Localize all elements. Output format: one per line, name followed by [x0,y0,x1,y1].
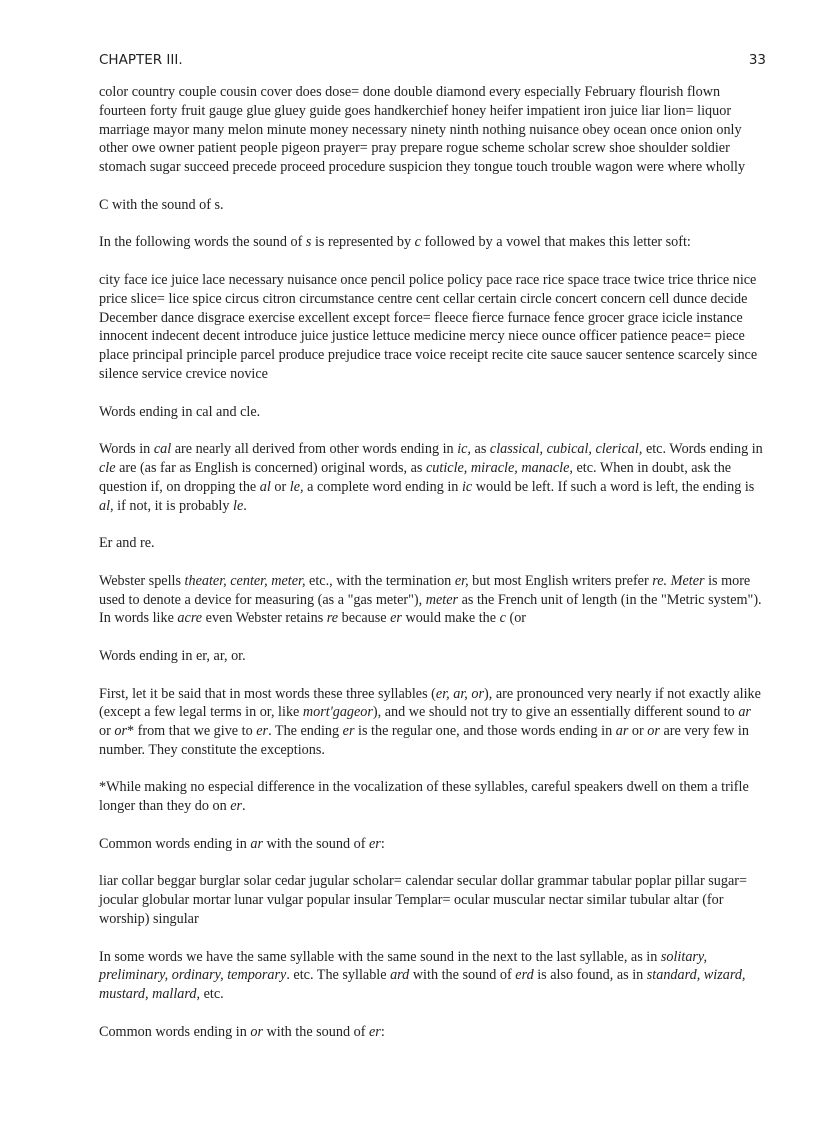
footnote: *While making no especial difference in the vocalization of these syllables, careful speakers dwell on them a trifle longer than they do on er. [99,779,749,815]
section-heading-or-words: Common words ending in or with the sound of er: [99,1023,385,1040]
section-heading-er-re: Er and re. [99,535,155,552]
ar-word-list: liar collar beggar burglar solar cedar jugular scholar= calendar secular dollar grammar tabular poplar pillar sugar= jocular globular mortar lunar vulgar popular insular Templar= ocular muscular nectar similar tubular altar (for worship) singular [99,873,747,928]
er-re-paragraph: Webster spells theater, center, meter, etc., with the termination er, but most English writers prefer re. Meter is more used to denote a device for measuring (as a "gas meter"), meter as the French unit of length (in the "Metric system"). In words like acre even Webster retains re because er would make the c (or [99,572,762,627]
page-number: 33 [748,52,766,68]
cal-cle-paragraph: Words in cal are nearly all derived from other words ending in ic, as classical, cubical, clerical, etc. Words ending in cle are (as far as English is concerned) original words, as cuticle, miracle, manacle, etc. When in doubt, ask the question if, on dropping the al or le, a complete word ending in ic would be left. If such a word is left, the ending is al, if not, it is probably le. [99,441,763,514]
c-sound-intro: In the following words the sound of s is represented by c followed by a vowel that makes this letter soft: [99,234,691,251]
word-list-paragraph: color country couple cousin cover does dose= done double diamond every especially February flourish flown fourteen forty fruit gauge glue gluey guide goes handkerchief honey heifer impatient iron juice liar lion= liquor marriage mayor many melon minute money necessary ninety ninth nothing nuisance obey ocean once onion only other owe owner patient people pigeon prayer= pray prepare rogue scheme scholar screw shoe shoulder soldier stomach sugar succeed precede proceed procedure suspicion they tongue touch trouble wagon were where wholly [99,84,746,176]
page-body [99,83,766,1060]
er-ar-or-paragraph: First, let it be said that in most words these three syllables (er, ar, or), are pronounced very nearly if not exactly alike (except a few legal terms in or, like mort'gageor), and we should not try to give an essentially different sound to ar or or* from that we give to er. The ending er is the regular one, and those words ending in ar or or are very few in number. They constitute the exceptions. [99,685,761,758]
section-heading-cal-cle: Words ending in cal and cle. [99,403,261,420]
section-heading-er-ar-or: Words ending in er, ar, or. [99,647,246,664]
section-heading-c-sound: C with the sound of s. [99,196,224,213]
running-header [99,52,766,70]
section-heading-ar-words: Common words ending in ar with the sound of er: [99,835,385,852]
c-sound-word-list: city face ice juice lace necessary nuisance once pencil police policy pace race rice space trace twice trice thrice nice price slice= lice spice circus citron circumstance centre cent cellar certain circle concert concern cell dunce decide December dance disgrace exercise excellent except force= fleece fierce furnace fence grocer grace icicle instance innocent indecent decent introduce juice justice lettuce medicine mercy niece ounce officer patience peace= piece place principal principle parcel produce prejudice trace voice receipt recite cite sauce saucer sentence scarcely since silence service crevice novice [99,271,758,382]
ar-words-paragraph: In some words we have the same syllable with the same sound in the next to the last syllable, as in solitary, preliminary, ordinary, temporary. etc. The syllable ard with the sound of erd is also found, as in standard, wizard, mustard, mallard, etc. [99,948,746,1003]
chapter-title: CHAPTER III. [99,52,183,68]
